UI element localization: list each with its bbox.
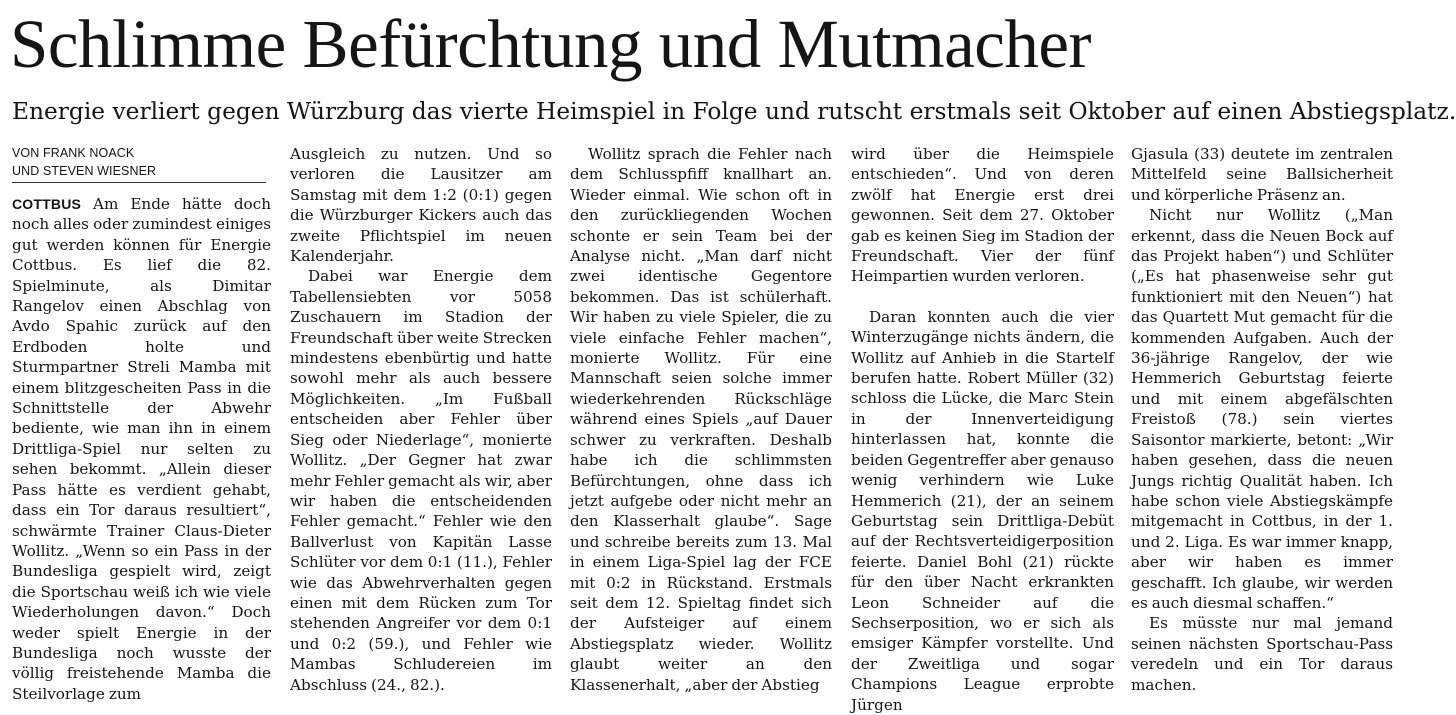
- byline-line-2: UND STEVEN WIESNER: [12, 164, 157, 178]
- column-1-paragraph-1: [12, 194, 271, 704]
- subheadline: Energie verliert gegen Würzburg das vierte Heimspiel in Folge und rutscht erstmals seit Oktober auf einen Abstiegsplatz.: [12, 98, 1456, 125]
- article-column-2: [290, 144, 552, 694]
- dateline: COTTBUS: [12, 196, 82, 212]
- column-3-paragraph-1: Wollitz sprach die Fehler nach dem Schlusspfiff knallhart an. Wieder einmal. Wie schon oft in den zurückliegenden Wochen schonte er sein Team bei der Analyse nicht. „Man darf nicht zwei identische Gegentore bekommen. Das ist schülerhaft. Wir haben zu viele Spieler, die zu viele einfache Fehler machen“, monierte Wollitz. Für eine Mannschaft seien solche immer wiederkehrenden Rückschläge während eines Spiels „auf Dauer schwer zu verkraften. Deshalb habe ich die schlimmsten Befürchtungen, ohne dass ich jetzt aufgebe oder nicht mehr an den Klasserhalt glaube“. Sage und schreibe bereits zum 13. Mal in einem Liga-Spiel lag der FCE mit 0:2 in Rückstand. Erstmals seit dem 12. Spieltag findet sich der Aufsteiger auf einem Abstiegsplatz wieder. Wollitz glaubt weiter an den Klassenerhalt, „aber der Abstieg: [570, 145, 832, 694]
- article-column-3: [570, 144, 832, 694]
- column-4-paragraph-2: Daran konnten auch die vier Winterzugänge nichts ändern, die Wollitz auf Anhieb in die Startelf berufen hatte. Robert Müller (32) schloss die Lücke, die Marc Stein in der Innenverteidigung hinterlassen hat, konnte die beiden Gegentreffer aber genauso wenig verhindern wie Luke Hemmerich (21), der an seinem Geburtstag sein Drittliga-Debüt auf der Rechtsverteidigerposition feierte. Daniel Bohl (21) rückte für den über Nacht erkrankten Leon Schneider auf die Sechserposition, wo er sich als emsiger Kämpfer vorstellte. Und der Zweitliga und sogar Champions League erprobte Jürgen: [851, 307, 1114, 714]
- column-1-paragraph-1-text: Am Ende hätte doch noch alles oder zumindest einiges gut werden können für Energie Cottbus. Es lief die 82. Spielminute, als Dimitar Rangelov einen Abschlag von Avdo Spahic zurück auf den Erdboden holte und Sturmpartner Streli Mamba mit einem blitzgescheiten Pass in die Schnittstelle der Abwehr bediente, wie man ihn in einem Drittliga-Spiel nur selten zu sehen bekommt. „Allein dieser Pass hätte es verdient gehabt, dass ein Tor daraus resultiert“, schwärmte Trainer Claus-Dieter Wollitz. „Wenn so ein Pass in der Bundesliga gespielt wird, zeigt die Sportschau weiß ich wie viele Wiederholungen davon.“ Doch weder spielt Energie in der Bundesliga noch wusste der völlig freistehende Mamba die Steilvorlage zum: [12, 195, 271, 703]
- article-column-5: [1131, 144, 1393, 694]
- byline-divider: [12, 182, 266, 183]
- column-5-paragraph-2: Nicht nur Wollitz („Man erkennt, dass die Neuen Bock auf das Projekt haben“) und Schlüter („Es hat phasenweise sehr gut funktioniert mit den Neuen“) hat das Quartett Mut gemacht für die kommenden Aufgaben. Auch der 36-jährige Rangelov, der wie Hemmerich Geburtstag feierte und mit einem abgefälschten Freistoß (78.) sein viertes Saisontor markierte, betont: „Wir haben gesehen, dass die neuen Jungs richtig Qualität haben. Ich habe schon viele Abstiegskämpfe mitgemacht in Cottbus, in der 1. und 2. Liga. Es war immer knapp, aber wir haben es immer geschafft. Ich glaube, wir werden es auch diesmal schaffen.“: [1131, 206, 1393, 612]
- article-column-1: [12, 144, 271, 703]
- column-4-paragraph-1: wird über die Heimspiele entschieden“. Und von deren zwölf hat Energie erst drei gewonnen. Seit dem 27. Oktober gab es keinen Sieg im Stadion der Freundschaft. Vier der fünf Heimpartien wurden verloren.: [851, 145, 1114, 286]
- article-column-4: [851, 144, 1114, 714]
- column-2-paragraph-2: Dabei war Energie dem Tabellensiebten vor 5058 Zuschauern im Stadion der Freundschaft über weite Strecken mindestens ebenbürtig und hatte sowohl mehr als auch bessere Möglichkeiten. „Im Fußball entscheiden aber Fehler über Sieg oder Niederlage“, monierte Wollitz. „Der Gegner hat zwar mehr Fehler gemacht als wir, aber wir haben die entscheidenden Fehler gemacht.“ Fehler wie den Ballverlust von Kapitän Lasse Schlüter vor dem 0:1 (11.), Fehler wie das Abwehrverhalten gegen einen mit dem Rücken zum Tor stehenden Angreifer vor dem 0:1 und 0:2 (59.), und Fehler wie Mambas Schludereien im Abschluss (24., 82.).: [290, 267, 552, 694]
- column-5-paragraph-1: Gjasula (33) deutete im zentralen Mittelfeld seine Ballsicherheit und körperliche Präsenz an.: [1131, 145, 1393, 204]
- headline: Schlimme Befürchtung und Mutmacher: [10, 6, 1092, 82]
- byline-line-1: VON FRANK NOACK: [12, 146, 135, 160]
- column-2-paragraph-1: Ausgleich zu nutzen. Und so verloren die Lausitzer am Samstag mit dem 1:2 (0:1) gegen die Würzburger Kickers auch das zweite Pflichtspiel im neuen Kalenderjahr.: [290, 145, 552, 266]
- column-5-paragraph-3: Es müsste nur mal jemand seinen nächsten Sportschau-Pass veredeln und ein Tor daraus machen.: [1131, 614, 1393, 694]
